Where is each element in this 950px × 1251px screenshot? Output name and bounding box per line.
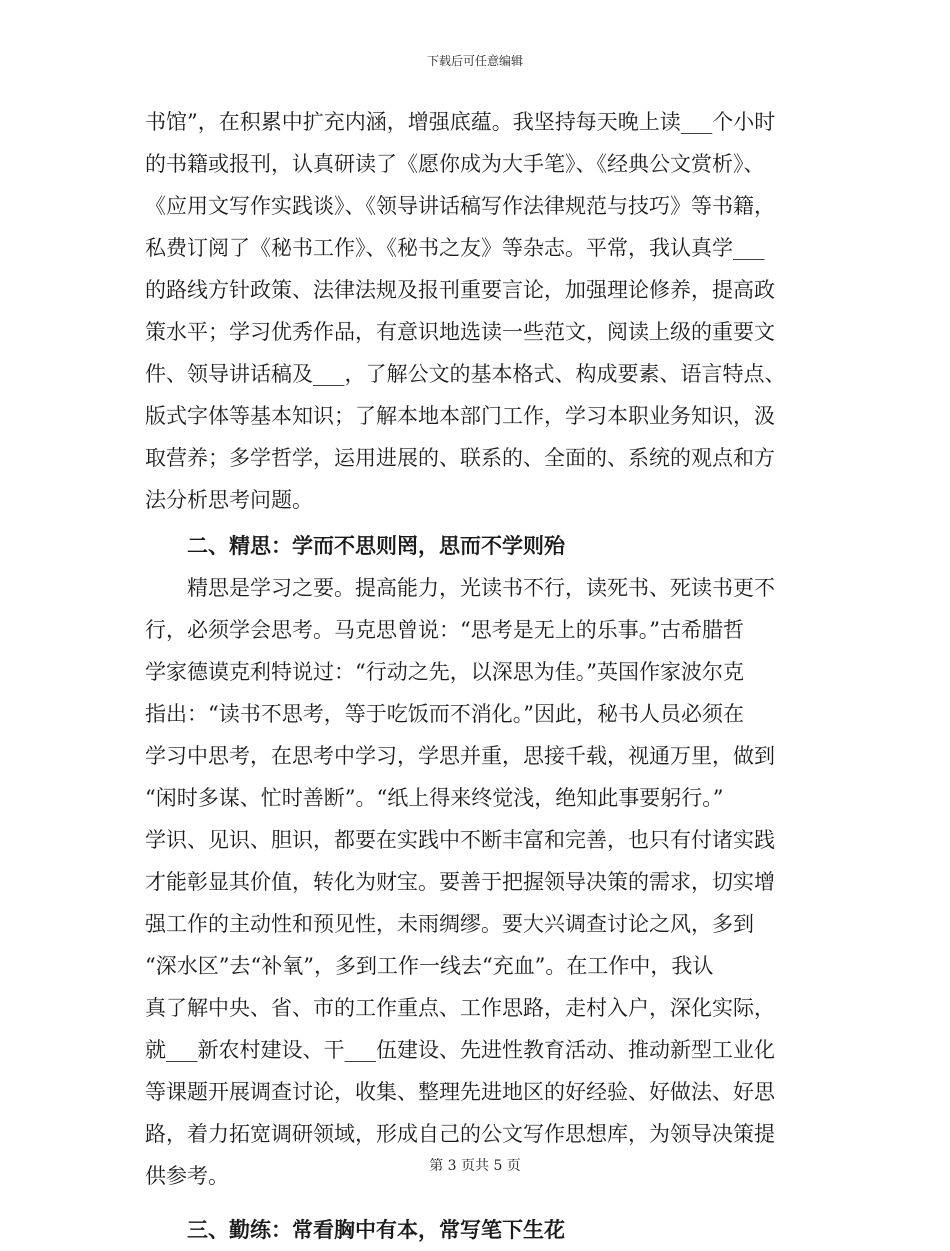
paragraph-line: 取营养；多学哲学，运用进展的、联系的、全面的、系统的观点和方 (145, 446, 775, 470)
paragraph-line: 行，必须学会思考。马克思曾说：“思考是无上的乐事。”古希腊哲 (145, 618, 744, 642)
paragraph-line: 法分析思考问题。 (145, 488, 313, 512)
paragraph-line: 书馆”，在积累中扩充内涵，增强底蕴。我坚持每天晚上读___个小时 (145, 110, 776, 134)
paragraph-line: 学家德谟克利特说过：“行动之先，以深思为佳。”英国作家波尔克 (145, 660, 744, 684)
paragraph-line: 私费订阅了《秘书工作》、《秘书之友》等杂志。平常，我认真学___ (145, 236, 765, 260)
section-heading: 三、勤练：常看胸中有本，常写笔下生花 (187, 1217, 565, 1242)
paragraph-line: 的书籍或报刊，认真研读了《愿你成为大手笔》、《经典公文赏析》、 (145, 152, 765, 176)
paragraph-line: 就___新农村建设、干___伍建设、先进性教育活动、推动新型工业化 (145, 1038, 775, 1062)
paragraph-line: “深水区”去“补氧”，多到工作一线去“充血”。在工作中，我认 (145, 954, 714, 978)
paragraph-line: 才能彰显其价值，转化为财宝。要善于把握领导决策的需求，切实增 (145, 870, 775, 894)
paragraph-line: 等课题开展调查讨论，收集、整理先进地区的好经验、好做法、好思 (145, 1080, 775, 1104)
section-heading: 二、精思：学而不思则罔，思而不学则殆 (187, 533, 565, 558)
paragraph-line: 精思是学习之要。提高能力，光读书不行，读死书、死读书更不 (187, 576, 775, 600)
page-indicator: 第 3 页共 5 页 (429, 1158, 521, 1174)
header-note: 下载后可任意编辑 (426, 54, 523, 68)
paragraph-line: “闲时多谋、忙时善断”。“纸上得来终觉浅，绝知此事要躬行。” (145, 786, 724, 810)
paragraph-line: 学习中思考，在思考中学习，学思并重，思接千载，视通万里，做到 (145, 744, 775, 768)
paragraph-line: 路，着力拓宽调研领域，形成自己的公文写作思想库，为领导决策提 (145, 1122, 775, 1146)
paragraph-line: 的路线方针政策、法律法规及报刊重要言论，加强理论修养，提高政 (145, 278, 775, 302)
paragraph-line: 真了解中央、省、市的工作重点、工作思路，走村入户，深化实际， (145, 996, 775, 1020)
paragraph-line: 供参考。 (145, 1164, 229, 1188)
document-body (145, 101, 805, 1251)
paragraph-line: 强工作的主动性和预见性，未雨绸缪。要大兴调查讨论之风，多到 (145, 912, 754, 936)
paragraph-line: 版式字体等基本知识；了解本地本部门工作，学习本职业务知识，汲 (145, 404, 775, 428)
paragraph-line: 《应用文写作实践谈》、《领导讲话稿写作法律规范与技巧》等书籍， (145, 194, 775, 218)
paragraph-line: 件、领导讲话稿及___，了解公文的基本格式、构成要素、语言特点、 (145, 362, 786, 386)
paragraph-line: 学识、见识、胆识，都要在实践中不断丰富和完善，也只有付诸实践 (145, 828, 775, 852)
paragraph-line: 指出：“读书不思考，等于吃饭而不消化。”因此，秘书人员必须在 (145, 702, 744, 726)
paragraph-line: 策水平；学习优秀作品，有意识地选读一些范文，阅读上级的重要文 (145, 320, 775, 344)
